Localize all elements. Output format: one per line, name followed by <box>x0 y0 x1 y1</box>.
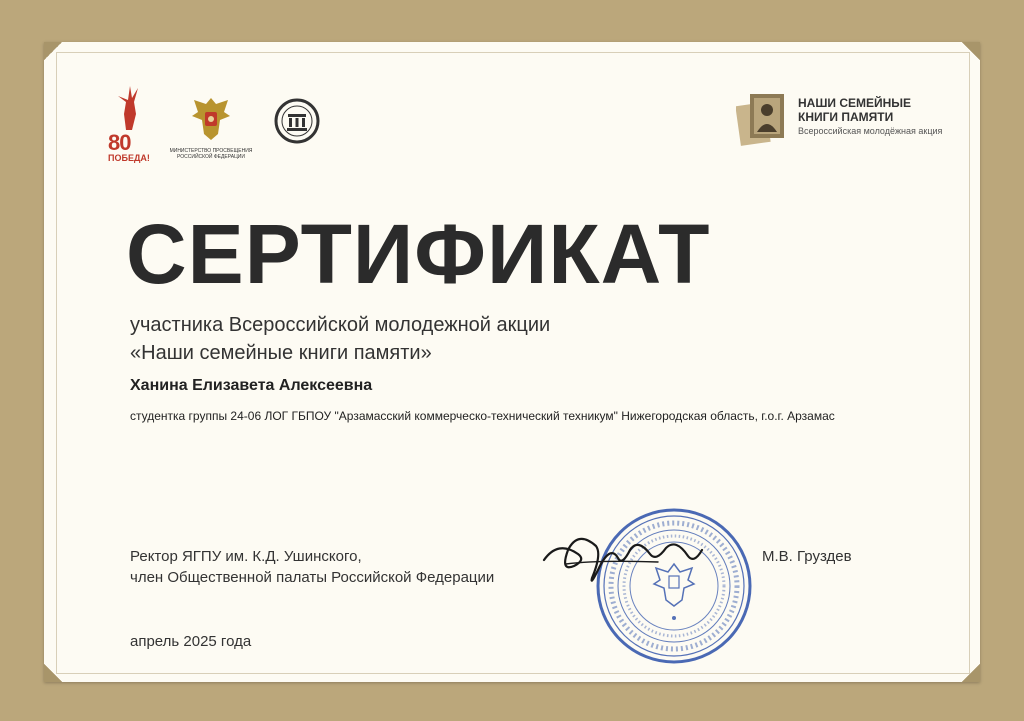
corner-ornament <box>44 42 62 60</box>
motherland-statue-icon <box>108 84 152 132</box>
recipient-name: Ханина Елизавета Алексеевна <box>130 377 373 394</box>
handwritten-signature <box>538 520 708 590</box>
certificate-subtitle-line1: участника Всероссийской молодежной акции <box>130 314 551 336</box>
victory-number: 80 <box>108 130 131 155</box>
signatory-title-line1: Ректор ЯГПУ им. К.Д. Ушинского, <box>130 548 362 565</box>
corner-ornament <box>44 664 62 682</box>
university-emblem-icon <box>274 98 320 144</box>
corner-ornament <box>962 664 980 682</box>
signature-scribble-icon <box>538 520 708 590</box>
issue-date: апрель 2025 года <box>130 633 252 650</box>
ministry-logo <box>166 94 256 164</box>
project-title: НАШИ СЕМЕЙНЫЕ КНИГИ ПАМЯТИ <box>798 96 912 124</box>
signatory-title-line2: член Общественной палаты Российской Федерации <box>130 569 495 586</box>
project-subtitle: Всероссийская молодёжная акция <box>798 126 943 136</box>
project-brand-logo <box>736 90 943 150</box>
victory-text: ПОБЕДА! <box>108 153 150 163</box>
double-eagle-emblem-icon <box>188 94 234 144</box>
certificate-subtitle-line2: «Наши семейные книги памяти» <box>130 342 432 364</box>
victory-80-logo <box>108 84 152 162</box>
stamp-portrait-icon <box>736 90 792 150</box>
corner-ornament <box>962 42 980 60</box>
university-logo <box>274 98 320 144</box>
ministry-caption: МИНИСТЕРСТВО ПРОСВЕЩЕНИЯ РОССИЙСКОЙ ФЕДЕРАЦИИ <box>169 148 253 160</box>
recipient-description: студентка группы 24-06 ЛОГ ГБПОУ "Арзамасский коммерческо-технический техникум" Нижегородская область, г.о.г. Арзамас <box>130 409 835 423</box>
signatory-name: М.В. Груздев <box>762 548 852 565</box>
certificate-title: СЕРТИФИКАТ <box>126 207 711 301</box>
